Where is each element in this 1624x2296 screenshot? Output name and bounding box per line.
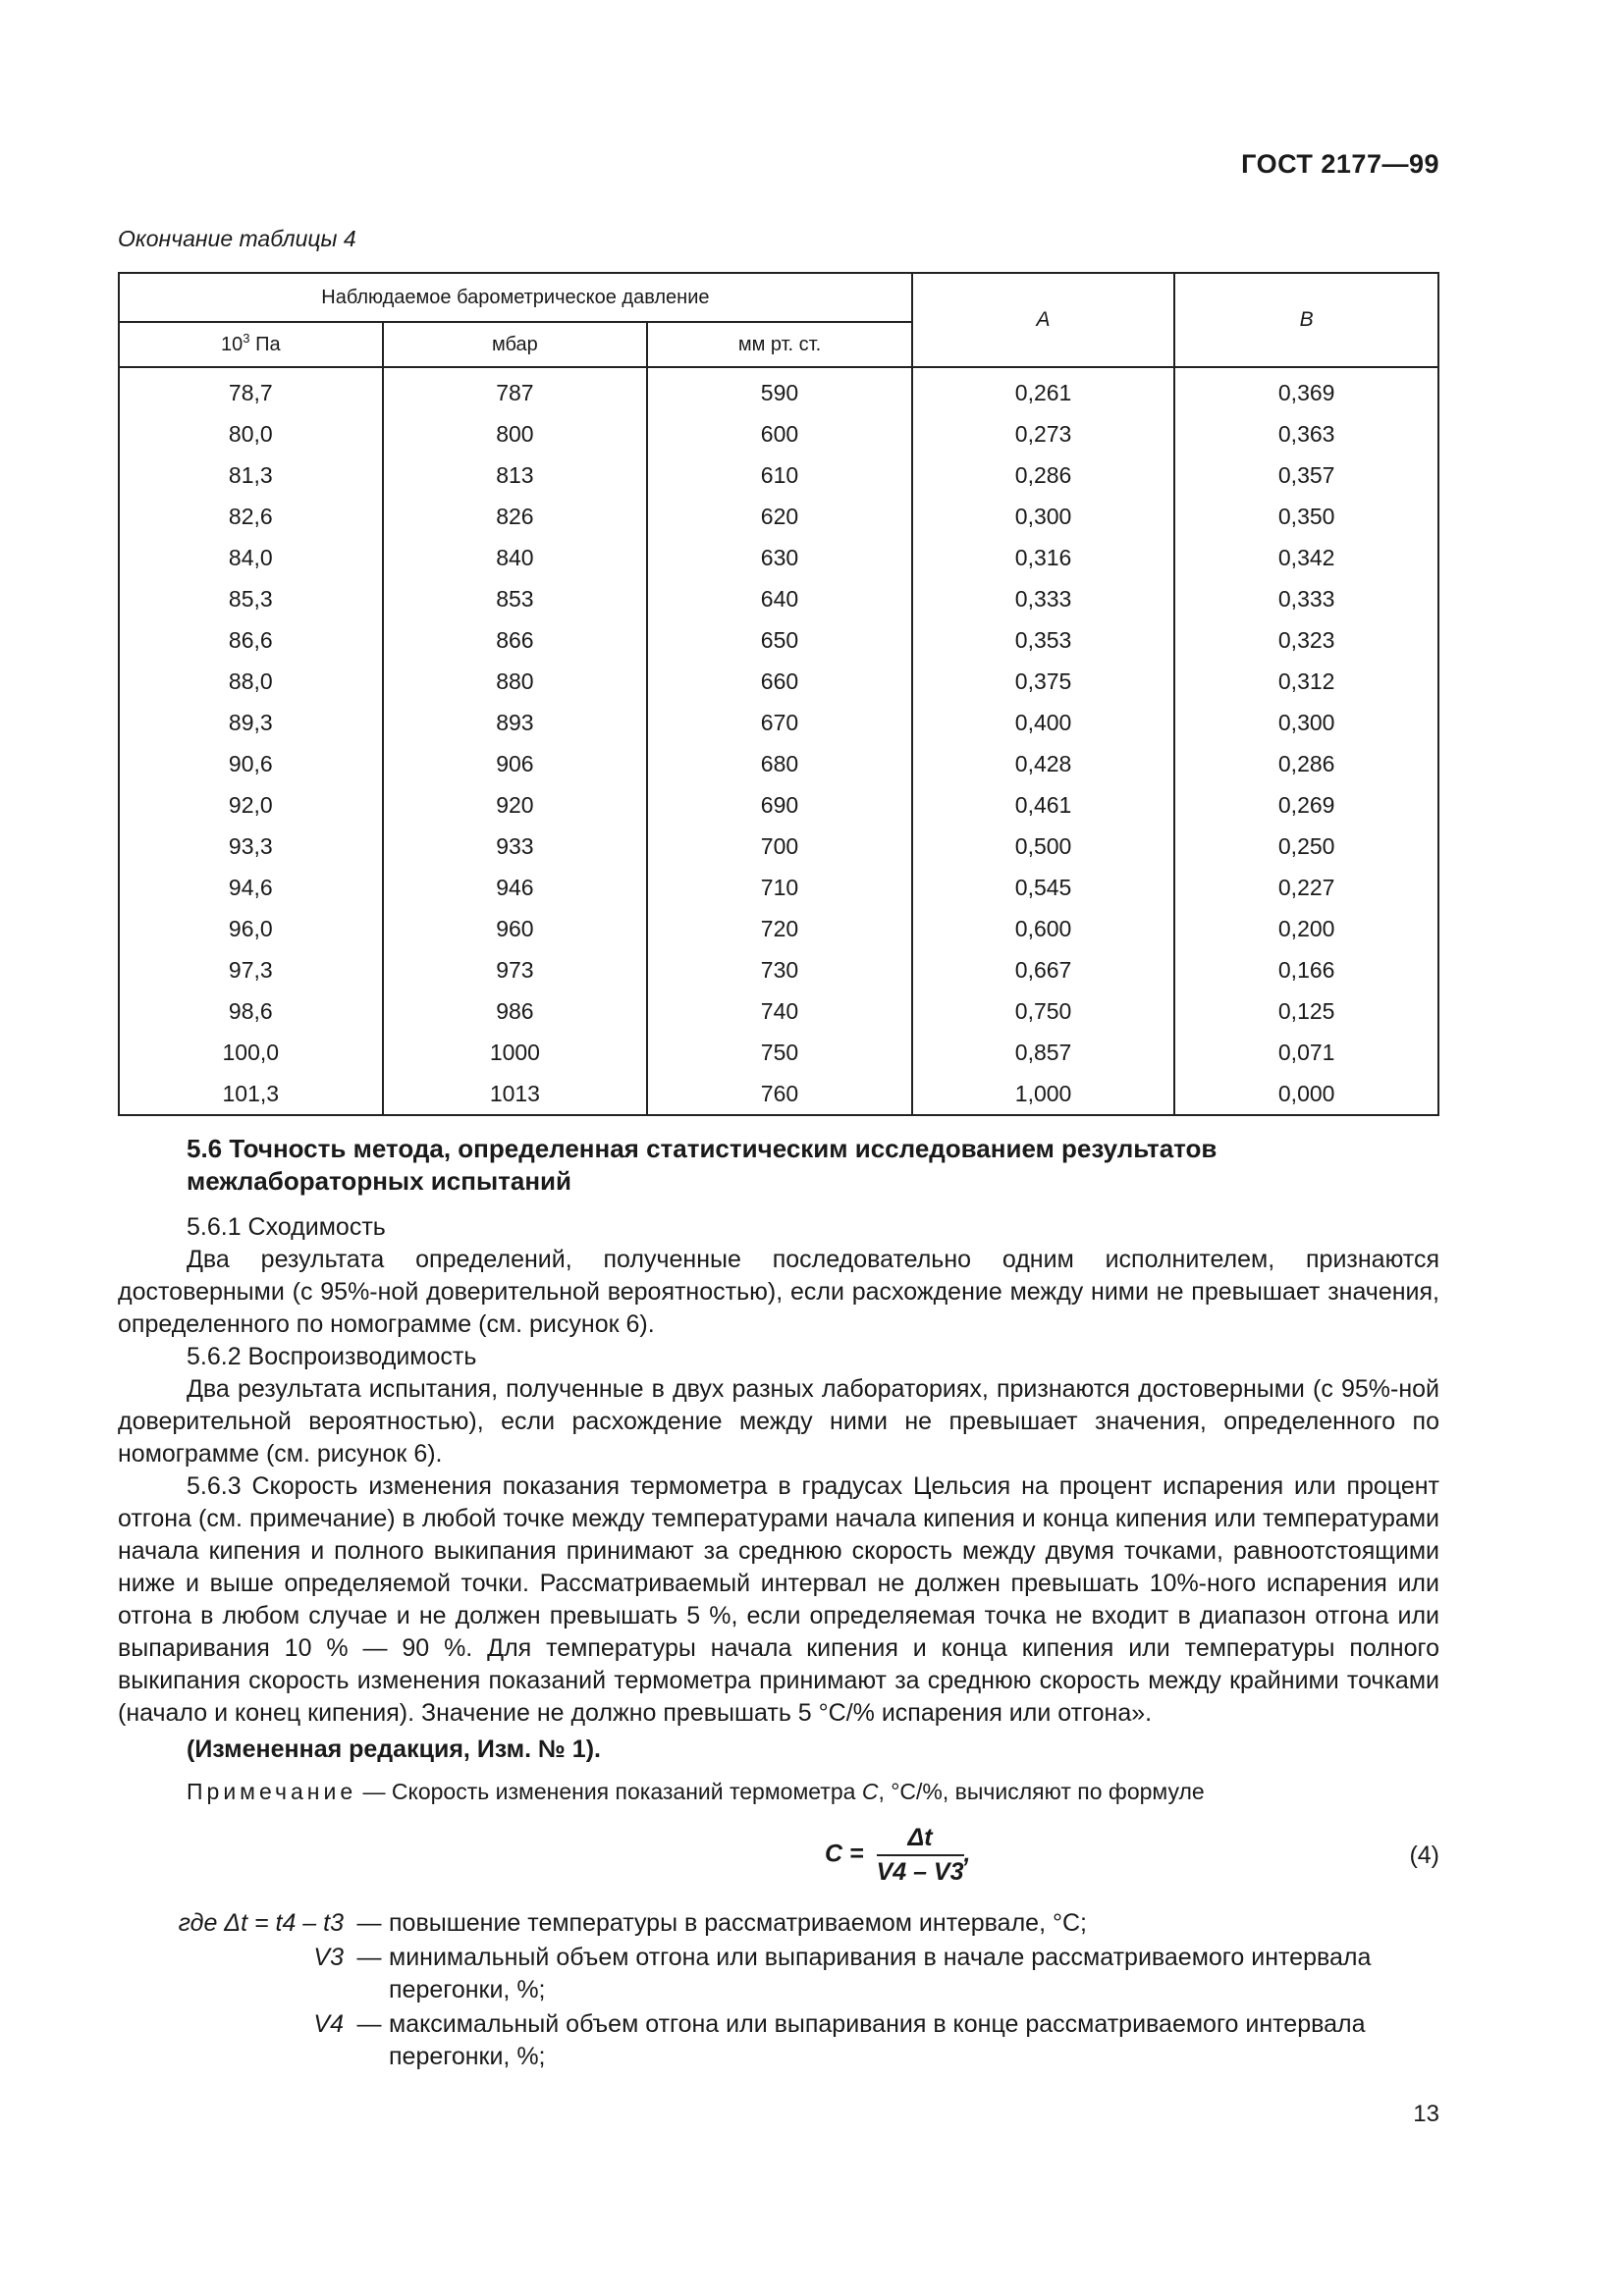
table-cell: 0,461 — [912, 784, 1175, 826]
table-cell: 84,0 — [119, 537, 383, 578]
table-cell: 866 — [383, 619, 648, 661]
table-cell: 0,166 — [1174, 949, 1438, 990]
definition-text: минимальный объем отгона или выпаривания в начале рассматриваемого интервала перегонки, %; — [389, 1944, 1372, 2003]
table-cell: 0,369 — [1174, 367, 1438, 413]
definition-dash: — — [356, 2010, 382, 2038]
definition-text: максимальный объем отгона или выпаривания в конце рассматриваемого интервала перегонки, %; — [389, 2010, 1366, 2070]
table-cell: 920 — [383, 784, 648, 826]
table-cell: 0,300 — [912, 496, 1175, 537]
table-body — [119, 367, 1438, 1115]
table-cell: 0,286 — [912, 454, 1175, 496]
table-cell: 0,273 — [912, 413, 1175, 454]
table-cell: 600 — [647, 413, 912, 454]
subsection-5-6-1-text: Два результата определений, полученные последовательно одним исполнителем, признаются достоверными (с 95%-ной доверительной вероятностью), если расхождение между ними не превышает значения, определенного по номограмме (см. рисунок 6). — [118, 1246, 1439, 1338]
table-cell: 0,545 — [912, 867, 1175, 908]
amendment-note: (Измененная редакция, Изм. № 1). — [187, 1735, 601, 1763]
table-cell: 0,286 — [1174, 743, 1438, 784]
formula-numerator: Δt — [877, 1824, 964, 1856]
table-cell: 760 — [647, 1073, 912, 1115]
table-cell: 0,000 — [1174, 1073, 1438, 1115]
table-cell: 660 — [647, 661, 912, 702]
table-cell: 0,316 — [912, 537, 1175, 578]
note-paragraph: Примечание — Скорость изменения показаний термометра C, °С/%, вычисляют по формуле — [187, 1779, 1205, 1804]
table-cell: 640 — [647, 578, 912, 619]
table-cell: 0,125 — [1174, 990, 1438, 1032]
subsection-5-6-3-text: 5.6.3 Скорость изменения показания термометра в градусах Цельсия на процент испарения или процент отгона (см. примечание) в любой точке между температурами начала кипения и конца кипения или температурами начала кипения и полного выкипания принимают за среднюю скорость между двумя точками, равноотстоящими ниже и выше определяемой точки. Рассматриваемый интервал не должен превышать 10%-ного испарения или отгона в любом случае и не должен превышать 5 %, если определяемая точка не входит в диапазон отгона или выпаривания 10 % — 90 %. Для температуры начала кипения и конца кипения или температуры полного выкипания скорость изменения показаний термометра принимают за среднюю скорость между крайними точками (начало и конец кипения). Значение не должно превышать 5 °С/% испарения или отгона». — [118, 1472, 1439, 1727]
variable-definitions — [118, 1907, 1439, 2075]
table-cell: 0,500 — [912, 826, 1175, 867]
table-cell: 0,300 — [1174, 702, 1438, 743]
col-header-mbar: мбар — [383, 322, 648, 367]
note-label: Примечание — [187, 1779, 357, 1804]
table-cell: 893 — [383, 702, 648, 743]
formula-fraction — [877, 1824, 964, 1887]
formula-number: (4) — [1409, 1842, 1439, 1869]
table-row — [119, 367, 1438, 413]
table-cell: 0,312 — [1174, 661, 1438, 702]
table-cell: 0,350 — [1174, 496, 1438, 537]
table-row — [119, 990, 1438, 1032]
table-cell: 97,3 — [119, 949, 383, 990]
formula-denominator: V4 – V3 — [876, 1858, 964, 1886]
definition-symbol: V4 — [313, 2010, 344, 2038]
table-cell: 82,6 — [119, 496, 383, 537]
formula-4 — [118, 1824, 1439, 1895]
table-cell: 80,0 — [119, 413, 383, 454]
page-number: 13 — [1413, 2101, 1439, 2127]
table-cell: 946 — [383, 867, 648, 908]
table-row — [119, 496, 1438, 537]
table-cell: 0,250 — [1174, 826, 1438, 867]
table-cell: 0,428 — [912, 743, 1175, 784]
table-cell: 680 — [647, 743, 912, 784]
table-cell: 0,363 — [1174, 413, 1438, 454]
table-row — [119, 949, 1438, 990]
table-row — [119, 1032, 1438, 1073]
table-cell: 0,750 — [912, 990, 1175, 1032]
table-cell: 92,0 — [119, 784, 383, 826]
table-cell: 750 — [647, 1032, 912, 1073]
table-cell: 906 — [383, 743, 648, 784]
col-header-pa: $10^3$ Па — [119, 322, 383, 367]
table-cell: 0,353 — [912, 619, 1175, 661]
table-cell: 78,7 — [119, 367, 383, 413]
table-cell: 85,3 — [119, 578, 383, 619]
section-body — [118, 1211, 1439, 1808]
formula-expression: C = $\frac{\Delta t}{V4 - V3}$ , — [825, 1824, 971, 1886]
table-cell: 740 — [647, 990, 912, 1032]
table-cell: 0,600 — [912, 908, 1175, 949]
table-row — [119, 743, 1438, 784]
table-cell: 700 — [647, 826, 912, 867]
subsection-5-6-1-title: 5.6.1 Сходимость — [187, 1213, 386, 1241]
table-cell: 610 — [647, 454, 912, 496]
definition-row — [118, 1907, 1439, 1940]
table-cell: 986 — [383, 990, 648, 1032]
table-cell: 0,227 — [1174, 867, 1438, 908]
table-cell: 1013 — [383, 1073, 648, 1115]
table-row — [119, 1073, 1438, 1115]
table-cell: 94,6 — [119, 867, 383, 908]
table-row — [119, 619, 1438, 661]
table-cell: 933 — [383, 826, 648, 867]
col-header-mmhg: мм рт. ст. — [647, 322, 912, 367]
table-row — [119, 454, 1438, 496]
table-cell: 81,3 — [119, 454, 383, 496]
table-row — [119, 537, 1438, 578]
table-cell: 0,261 — [912, 367, 1175, 413]
table-row — [119, 908, 1438, 949]
table-cell: 0,667 — [912, 949, 1175, 990]
pressure-coefficient-table — [118, 272, 1439, 1116]
table-cell: 590 — [647, 367, 912, 413]
table-cell: 710 — [647, 867, 912, 908]
col-header-a: A — [912, 273, 1175, 367]
table-cell: 0,071 — [1174, 1032, 1438, 1073]
table-cell: 670 — [647, 702, 912, 743]
definition-text: повышение температуры в рассматриваемом интервале, °С; — [389, 1909, 1087, 1937]
table-cell: 840 — [383, 537, 648, 578]
table-cell: 98,6 — [119, 990, 383, 1032]
group-header: Наблюдаемое барометрическое давление — [119, 273, 912, 322]
definition-symbol: V3 — [313, 1944, 344, 1971]
table-row — [119, 867, 1438, 908]
table-cell: 0,857 — [912, 1032, 1175, 1073]
table-caption: Окончание таблицы 4 — [118, 226, 356, 251]
table-cell: 0,342 — [1174, 537, 1438, 578]
table-cell: 880 — [383, 661, 648, 702]
table-cell: 826 — [383, 496, 648, 537]
definition-row — [118, 2008, 1439, 2073]
table-cell: 690 — [647, 784, 912, 826]
table-cell: 0,357 — [1174, 454, 1438, 496]
table-cell: 0,323 — [1174, 619, 1438, 661]
definition-symbol: где Δt = t4 – t3 — [178, 1909, 344, 1937]
table-cell: 88,0 — [119, 661, 383, 702]
table-cell: 813 — [383, 454, 648, 496]
section-heading: 5.6 Точность метода, определенная статистическим исследованием результатов межлабораторных испытаний — [187, 1134, 1218, 1196]
table-row — [119, 826, 1438, 867]
col-header-b: B — [1174, 273, 1438, 367]
table-row — [119, 578, 1438, 619]
table-cell: 0,269 — [1174, 784, 1438, 826]
table-cell: 90,6 — [119, 743, 383, 784]
table-row — [119, 661, 1438, 702]
table-cell: 973 — [383, 949, 648, 990]
table-cell: 650 — [647, 619, 912, 661]
table-cell: 800 — [383, 413, 648, 454]
table-cell: 0,400 — [912, 702, 1175, 743]
table-cell: 86,6 — [119, 619, 383, 661]
table-cell: 853 — [383, 578, 648, 619]
table-row — [119, 702, 1438, 743]
table-cell: 0,200 — [1174, 908, 1438, 949]
document-id: ГОСТ 2177—99 — [1241, 149, 1439, 179]
table-cell: 960 — [383, 908, 648, 949]
table-cell: 1000 — [383, 1032, 648, 1073]
table-cell: 1,000 — [912, 1073, 1175, 1115]
table-cell: 787 — [383, 367, 648, 413]
table-cell: 89,3 — [119, 702, 383, 743]
table-cell: 101,3 — [119, 1073, 383, 1115]
table-cell: 620 — [647, 496, 912, 537]
table-cell: 0,375 — [912, 661, 1175, 702]
table-cell: 96,0 — [119, 908, 383, 949]
subsection-5-6-2-text: Два результата испытания, полученные в двух разных лабораториях, признаются достоверными (с 95%-ной доверительной вероятностью), если расхождение между ними не превышает значения, определенного по номограмме (см. рисунок 6). — [118, 1375, 1439, 1468]
subsection-5-6-2-title: 5.6.2 Воспроизводимость — [187, 1343, 477, 1370]
table-row — [119, 784, 1438, 826]
table-row — [119, 413, 1438, 454]
table-cell: 720 — [647, 908, 912, 949]
definition-dash: — — [356, 1944, 382, 1971]
definition-dash: — — [356, 1909, 382, 1937]
table-cell: 730 — [647, 949, 912, 990]
table-cell: 0,333 — [912, 578, 1175, 619]
definition-row — [118, 1942, 1439, 2006]
table-cell: 0,333 — [1174, 578, 1438, 619]
table-cell: 630 — [647, 537, 912, 578]
table-cell: 100,0 — [119, 1032, 383, 1073]
table-cell: 93,3 — [119, 826, 383, 867]
